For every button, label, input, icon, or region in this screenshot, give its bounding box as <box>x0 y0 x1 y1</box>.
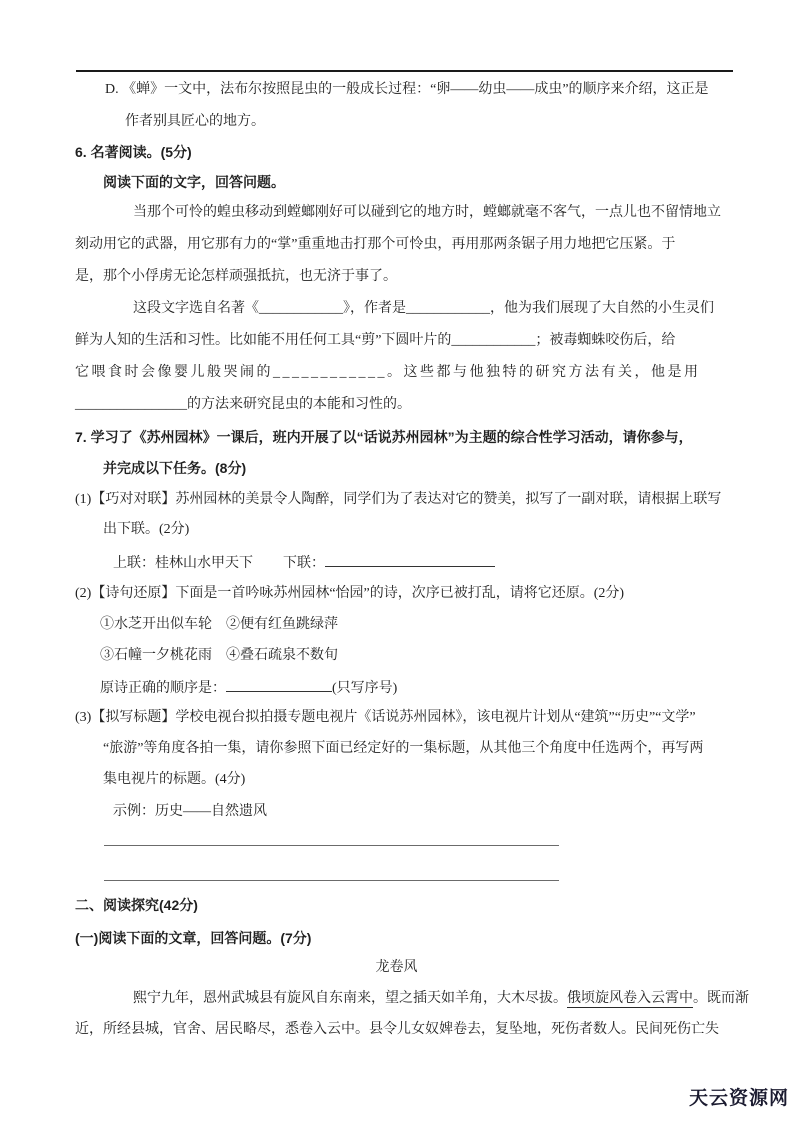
question-6-passage-line: 刻动用它的武器，用它那有力的“掌”重重地击打那个可怜虫，再用那两条锯子用力地把它压紧。于 <box>75 237 676 252</box>
article-line1 <box>133 989 749 1009</box>
option-d-line1: D. 《蝉》一文中，法布尔按照昆虫的一般成长过程：“卵——幼虫——成虫”的顺序来介绍，这正是 <box>105 82 709 97</box>
order-answer-blank <box>226 677 332 692</box>
article-line1-post: 。既而渐 <box>693 991 749 1006</box>
question-6-passage-line: 当那个可怜的蝗虫移动到螳螂刚好可以碰到它的地方时，螳螂就毫不客气，一点儿也不留情地立 <box>133 205 721 220</box>
section-2-part1-heading: (一)阅读下面的文章，回答问题。(7分) <box>75 930 312 946</box>
lower-couplet-label: 下联： <box>283 556 325 571</box>
lower-couplet-answer-blank <box>325 552 495 567</box>
question-6-passage-line: 是，那个小俘虏无论怎样顽强抵抗，也无济于事了。 <box>75 269 397 284</box>
question-6-fill-line: ________________的方法来研究昆虫的本能和习性的。 <box>75 397 411 412</box>
order-prefix: 原诗正确的顺序是： <box>100 681 226 696</box>
task2-verse-line: ③石幢一夕桃花雨 ④叠石疏泉不数旬 <box>100 648 338 663</box>
task1-line1: (1)【巧对对联】苏州园林的美景令人陶醉，同学们为了表达对它的赞美，拟写了一副对联，请根据上联写 <box>75 492 722 507</box>
task3-line3: 集电视片的标题。(4分) <box>103 772 246 787</box>
question-6-heading: 6. 名著阅读。(5分) <box>75 144 192 160</box>
question-6-fill-line: 它喂食时会像婴儿般哭闹的____________。这些都与他独特的研究方法有关，他是用 <box>75 365 701 380</box>
article-line1-underlined: 俄顷旋风卷入云霄中 <box>567 991 693 1006</box>
question-7-heading-line1: 7. 学习了《苏州园林》一课后，班内开展了以“话说苏州园林”为主题的综合性学习活动，请你参与， <box>75 429 693 445</box>
article-line2: 近，所经县城，官舍、居民略尽，悉卷入云中。县令儿女奴婢卷去，复坠地，死伤者数人。民间死伤亡失 <box>75 1022 719 1037</box>
upper-couplet-text: 上联：桂林山水甲天下 <box>113 556 253 571</box>
question-6-fill-line: 鲜为人知的生活和习性。比如能不用任何工具“剪”下圆叶片的____________；被毒蜘蛛咬伤后，给 <box>75 333 676 348</box>
order-suffix: (只写序号) <box>332 681 398 696</box>
task2-verse-line: ①水芝开出似车轮 ②便有红鱼跳绿萍 <box>100 617 338 632</box>
answer-blank-line-2 <box>104 880 559 881</box>
article-title: 龙卷风 <box>375 960 418 975</box>
task2-order-row <box>100 677 397 699</box>
answer-blank-line-1 <box>104 845 559 846</box>
task3-example: 示例：历史——自然遗风 <box>113 804 267 819</box>
section-2-heading: 二、阅读探究(42分) <box>75 897 198 913</box>
question-7-heading-line2: 并完成以下任务。(8分) <box>103 460 247 476</box>
couplet-row <box>113 552 495 574</box>
watermark: 天云资源网 <box>688 1087 789 1109</box>
task1-line2: 出下联。(2分) <box>103 522 190 537</box>
article-line1-pre: 熙宁九年，恩州武城县有旋风自东南来，望之插天如羊角，大木尽拔。 <box>133 991 567 1006</box>
task2-line1: (2)【诗句还原】下面是一首吟咏苏州园林“怡园”的诗，次序已被打乱，请将它还原。(2分) <box>75 586 625 601</box>
question-6-fill-line: 这段文字选自名著《____________》，作者是____________，他为我们展现了大自然的小生灵们 <box>133 301 714 316</box>
question-6-instruction: 阅读下面的文字，回答问题。 <box>103 174 285 190</box>
task3-line1: (3)【拟写标题】学校电视台拟拍摄专题电视片《话说苏州园林》，该电视片计划从“建筑”“历史”“文学” <box>75 710 696 725</box>
header-rule <box>76 70 733 72</box>
task3-line2: “旅游”等角度各拍一集，请你参照下面已经定好的一集标题，从其他三个角度中任选两个，再写两 <box>103 741 704 756</box>
option-d-line2: 作者别具匠心的地方。 <box>125 114 265 129</box>
